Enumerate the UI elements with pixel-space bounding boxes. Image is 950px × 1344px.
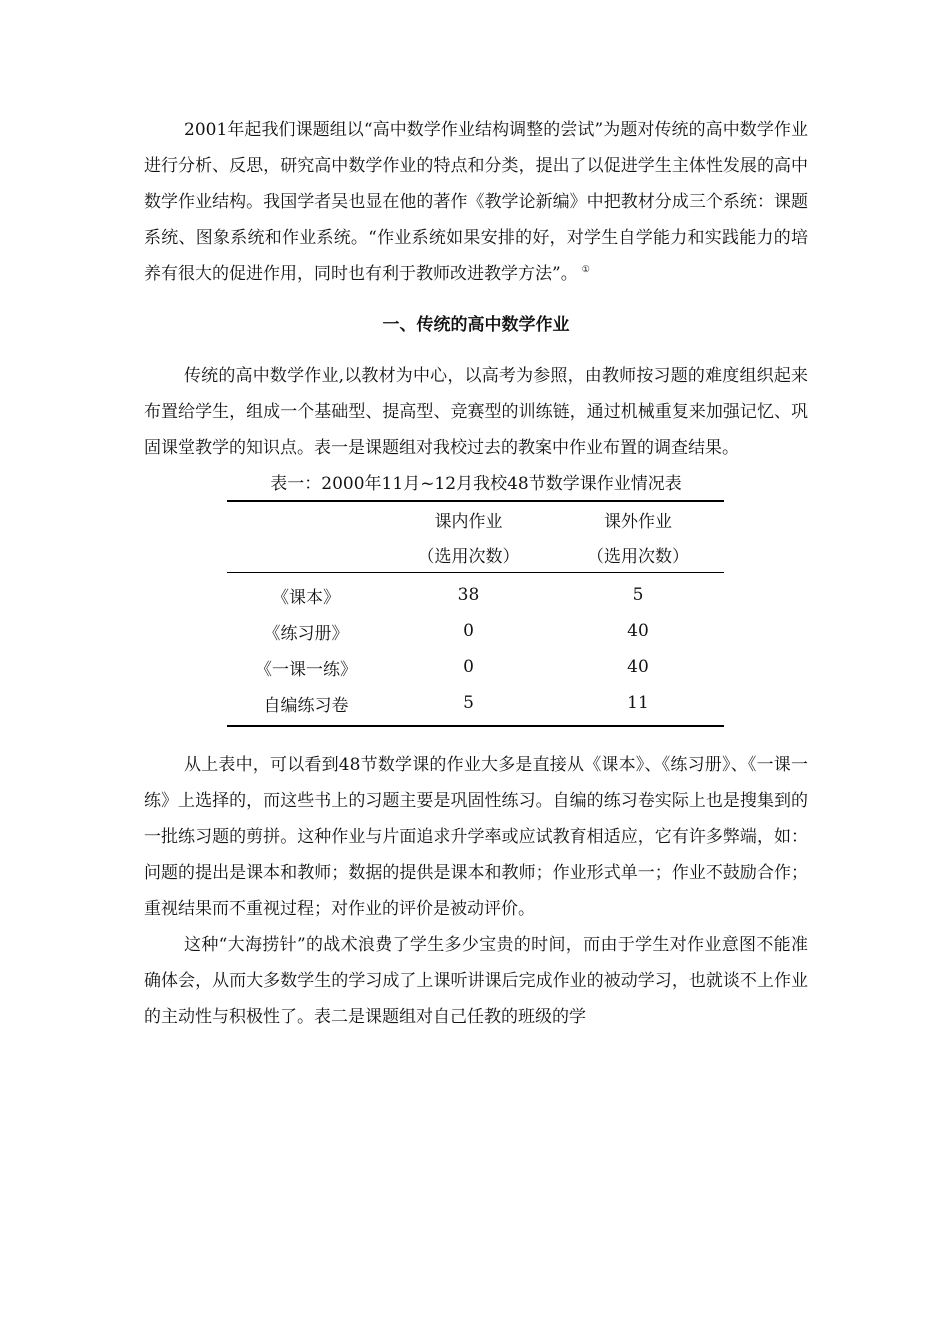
homework-table [227,500,724,727]
row-in-class: 0 [463,657,474,677]
analysis-paragraph: 从上表中，可以看到48节数学课的作业大多是直接从《课本》、《练习册》、《一课一练》上选择的，而这些书上的习题主要是巩固性练习。自编的练习卷实际上也是搜集到的一批练习题的剪拼。这种作业与片面追求升学率或应试教育相适应，它有许多弊端，如：问题的提出是课本和教师；数据的提供是课本和教师；作业形式单一；作业不鼓励合作；重视结果而不重视过程；对作业的评价是被动评价。 [144,755,808,919]
table-header-after-class: 课外作业 [552,501,724,537]
table-row [227,649,724,685]
traditional-homework-paragraph: 传统的高中数学作业,以教材为中心，以高考为参照，由教师按习题的难度组织起来布置给学生，组成一个基础型、提高型、竞赛型的训练链，通过机械重复来加强记忆、巩固课堂教学的知识点。表一是课题组对我校过去的教案中作业布置的调查结果。 [144,366,808,458]
section-heading: 一、传统的高中数学作业 [382,315,570,335]
table-header-in-class: 课内作业 [385,501,552,537]
table-row [227,685,724,726]
intro-text: 2001年起我们课题组以“高中数学作业结构调整的尝试”为题对传统的高中数学作业进行分析、反思，研究高中数学作业的特点和分类，提出了以促进学生主体性发展的高中数学作业结构。我国学者吴也显在他的著作《教学论新编》中把教材分成三个系统：课题系统、图象系统和作业系统。“作业系统如果安排的好，对学生自学能力和实践能力的培养有很大的促进作用，同时也有利于教师改进教学方法”。 [144,120,808,284]
row-source: 《练习册》 [263,623,349,644]
table-caption: 表一：2000年11月~12月我校48节数学课作业情况表 [270,474,682,494]
table-subheader-after-class: （选用次数） [552,537,724,573]
row-after-class: 11 [552,685,724,726]
row-in-class: 0 [463,621,474,641]
intro-paragraph [144,112,808,292]
row-after-class: 5 [632,585,644,605]
table-header-blank [227,501,385,537]
table-row [227,573,724,614]
row-source: 《一课一练》 [255,659,357,680]
row-in-class: 38 [457,585,480,605]
row-after-class: 40 [627,621,649,641]
conclusion-paragraph: 这种“大海捞针”的战术浪费了学生多少宝贵的时间，而由于学生对作业意图不能准确体会，从而大多数学生的学习成了上课听讲课后完成作业的被动学习，也就谈不上作业的主动性与积极性了。表二是课题组对自己任教的班级的学 [144,935,808,1027]
table-subheader-in-class: （选用次数） [385,537,552,573]
table-row [227,613,724,649]
row-source: 自编练习卷 [227,685,385,726]
row-after-class: 40 [627,657,649,677]
row-source: 《课本》 [272,587,340,608]
row-in-class: 5 [385,685,552,726]
document-page [144,112,808,1035]
footnote-marker: ① [581,265,590,276]
